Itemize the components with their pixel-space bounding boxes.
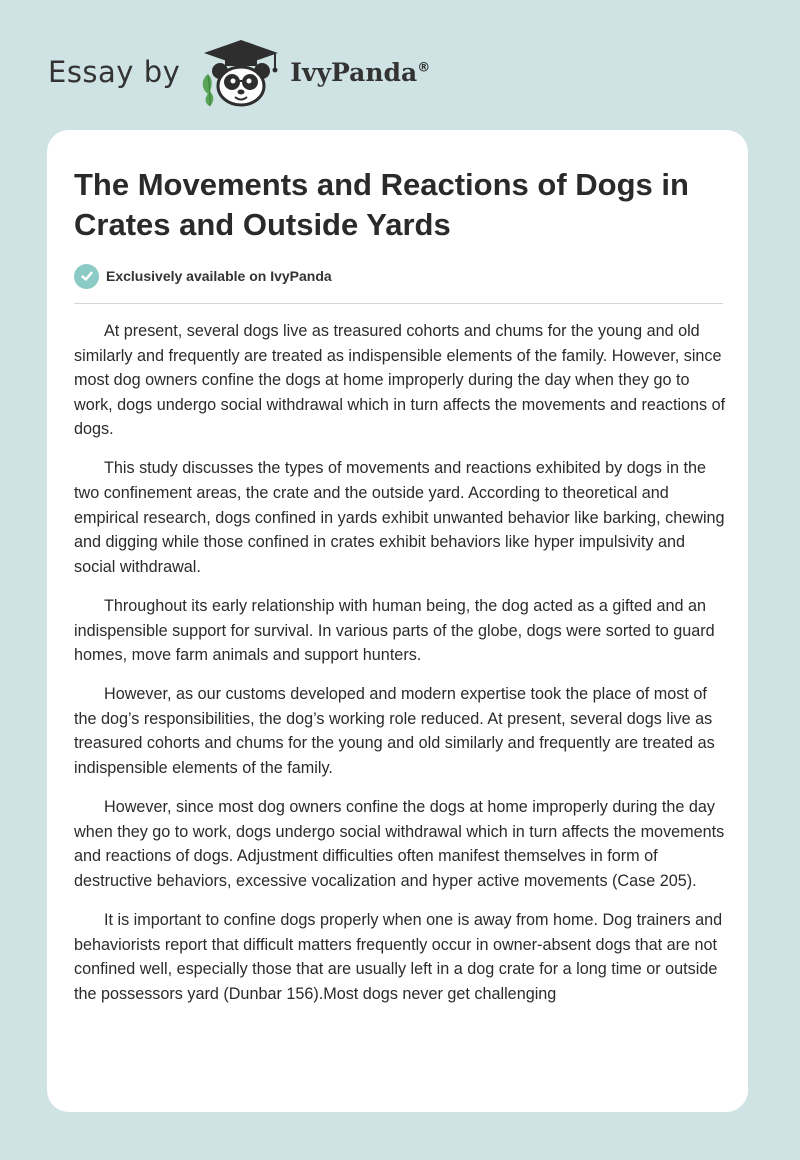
- site-header: [48, 34, 430, 110]
- panda-graduate-logo-icon[interactable]: [196, 36, 286, 108]
- check-icon: [74, 264, 99, 289]
- paragraph: It is important to confine dogs properly when one is away from home. Dog trainers and behaviorists report that difficult matters frequently occur in owner-absent dogs that are not confined well, especially those that are usually left in a dog crate for a long time or outside the possessors yard (Dunbar 156).Most dogs never get challenging: [74, 910, 723, 1003]
- divider: [74, 303, 723, 304]
- essay-body: [74, 319, 726, 1021]
- exclusive-badge: [74, 263, 332, 289]
- paragraph: This study discusses the types of movements and reactions exhibited by dogs in the two confinement areas, the crate and the outside yard. According to theoretical and empirical research, dogs confined in yards exhibit unwanted behavior like barking, chewing and digging while those confined in crates exhibit behaviors like hyper impulsivity and social withdrawal.: [74, 459, 725, 576]
- paragraph: Throughout its early relationship with human being, the dog acted as a gifted and an indispensible support for survival. In various parts of the globe, dogs were sorted to guard homes, move farm animals and support hunters.: [74, 596, 715, 665]
- paragraph: However, as our customs developed and modern expertise took the place of most of the dog’s responsibilities, the dog’s working role reduced. At present, several dogs live as treasured cohorts and chums for the young and old similarly and frequently are treated as indispensible elements of the family.: [74, 685, 715, 777]
- essay-card: [47, 130, 748, 1112]
- paragraph: At present, several dogs live as treasured cohorts and chums for the young and old similarly and frequently are treated as indispensible elements of the family. However, since most dog owners confine the dogs at home improperly during the day when they go to work, dogs undergo social withdrawal which in turn affects the movements and reactions of dogs.: [74, 322, 726, 439]
- essay-title: The Movements and Reactions of Dogs in Crates and Outside Yards: [74, 167, 689, 242]
- registered-mark: ®: [417, 60, 431, 76]
- brand-name[interactable]: [290, 58, 430, 87]
- exclusive-label: Exclusively available on IvyPanda: [106, 268, 332, 284]
- essay-by-label: Essay by: [48, 55, 181, 89]
- brand-text: IvyPanda: [290, 57, 418, 87]
- paragraph: However, since most dog owners confine the dogs at home improperly during the day when they go to work, dogs undergo social withdrawal which in turn affects the movements and reactions of dogs. Adjustment difficulties often manifest themselves in form of destructive behaviors, excessive vocalization and hyper active movements (Case 205).: [74, 798, 725, 890]
